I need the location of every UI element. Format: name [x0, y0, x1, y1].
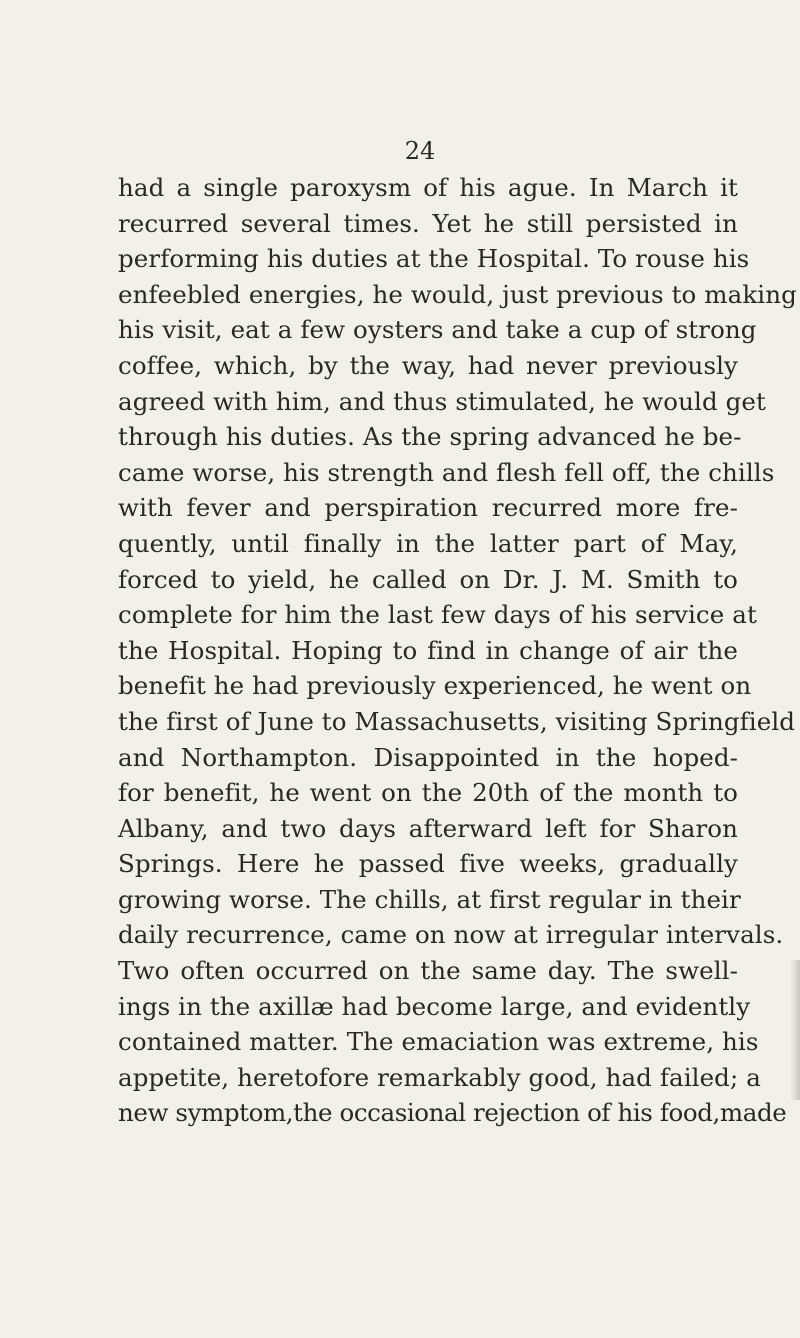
text-line: forced to yield, he called on Dr. J. M. Smith to [118, 564, 738, 594]
text-line: for benefit, he went on the 20th of the month to [118, 778, 738, 808]
page-edge-shadow [790, 960, 800, 1100]
text-line: quently, until finally in the latter part of May, [118, 528, 738, 558]
text-line: appetite, heretofore remarkably good, had failed; a [118, 1062, 761, 1092]
text-line: the first of June to Massachusetts, visiting Springfield [118, 706, 796, 736]
text-line: contained matter. The emaciation was extreme, his [118, 1027, 759, 1057]
text-line: ings in the axillæ had become large, and evidently [118, 991, 751, 1021]
text-line: enfeebled energies, he would, just previous to making [118, 279, 797, 309]
text-line: the Hospital. Hoping to find in change of air the [118, 635, 738, 665]
text-line: with fever and perspiration recurred more fre- [118, 493, 738, 523]
text-line: his visit, eat a few oysters and take a cup of strong [118, 315, 757, 345]
text-line: and Northampton. Disappointed in the hoped- [118, 742, 738, 772]
text-line: had a single paroxysm of his ague. In March it [118, 173, 738, 202]
text-line: agreed with him, and thus stimulated, he would get [118, 386, 766, 416]
page-number: 24 [404, 137, 436, 165]
text-line: Springs. Here he passed five weeks, gradually [118, 849, 738, 879]
text-line: complete for him the last few days of his service at [118, 600, 757, 630]
text-line: coffee, which, by the way, had never previously [118, 350, 738, 380]
text-line: performing his duties at the Hospital. To rouse his [118, 244, 750, 274]
text-line: benefit he had previously experienced, he went on [118, 671, 752, 701]
text-line: new symptom,the occasional rejection of his food,made [118, 1098, 787, 1128]
body-text [118, 170, 797, 1131]
text-line: growing worse. The chills, at first regular in their [118, 884, 741, 914]
text-line: Albany, and two days afterward left for Sharon [118, 813, 738, 843]
text-line: recurred several times. Yet he still persisted in [118, 208, 738, 238]
text-line: Two often occurred on the same day. The swell- [118, 956, 738, 986]
text-line: through his duties. As the spring advanced he be- [118, 422, 742, 452]
text-line: came worse, his strength and flesh fell off, the chills [118, 457, 775, 487]
text-line: daily recurrence, came on now at irregular intervals. [118, 920, 784, 950]
